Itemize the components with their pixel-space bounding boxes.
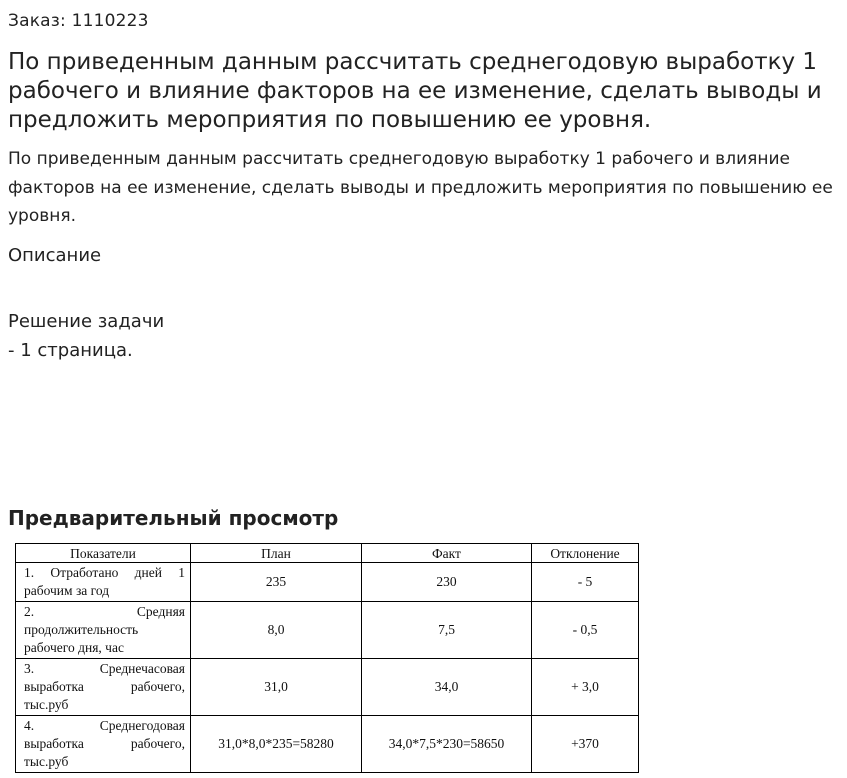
deviation-cell: - 5: [532, 563, 639, 602]
plan-cell: 235: [191, 563, 362, 602]
table-row: [16, 716, 639, 773]
fact-cell: 7,5: [362, 602, 532, 659]
deviation-cell: + 3,0: [532, 659, 639, 716]
solution-title: Решение задачи: [8, 311, 165, 332]
page-title: По приведенным данным рассчитать среднегодовую выработку 1 рабочего и влияние факторов на ее изменение, сделать выводы и предложить мероприятия по повышению ее уровня.: [8, 49, 822, 133]
header-indicators: Показатели: [16, 544, 191, 563]
header-fact: Факт: [362, 544, 532, 563]
indicator-cell: 1. Отработано дней 1 рабочим за год: [16, 563, 191, 602]
preview-table: [15, 543, 639, 773]
table-header-row: [16, 544, 639, 563]
fact-cell: 34,0*7,5*230=58650: [362, 716, 532, 773]
deviation-cell: - 0,5: [532, 602, 639, 659]
description-text: По приведенным данным рассчитать среднегодовую выработку 1 рабочего и влияние факторов на ее изменение, сделать выводы и предложить мероприятия по повышению ее уровня.: [8, 149, 833, 226]
indicator-cell: 4. Среднегодовая выработка рабочего, тыс.руб: [16, 716, 191, 773]
plan-cell: 8,0: [191, 602, 362, 659]
indicator-cell: 2. Средняя продолжительность рабочего дня, час: [16, 602, 191, 659]
deviation-cell: +370: [532, 716, 639, 773]
order-number: Заказ: 1110223: [8, 11, 149, 31]
plan-cell: 31,0*8,0*235=58280: [191, 716, 362, 773]
preview-heading: Предварительный просмотр: [8, 506, 339, 530]
header-plan: План: [191, 544, 362, 563]
fact-cell: 230: [362, 563, 532, 602]
header-deviation: Отклонение: [532, 544, 639, 563]
plan-cell: 31,0: [191, 659, 362, 716]
table-row: [16, 602, 639, 659]
description-label: Описание: [8, 245, 102, 266]
fact-cell: 34,0: [362, 659, 532, 716]
table-row: [16, 659, 639, 716]
indicator-cell: 3. Среднечасовая выработка рабочего, тыс.руб: [16, 659, 191, 716]
solution-block: [8, 307, 164, 365]
solution-pages: - 1 страница.: [8, 340, 133, 361]
table-row: [16, 563, 639, 602]
